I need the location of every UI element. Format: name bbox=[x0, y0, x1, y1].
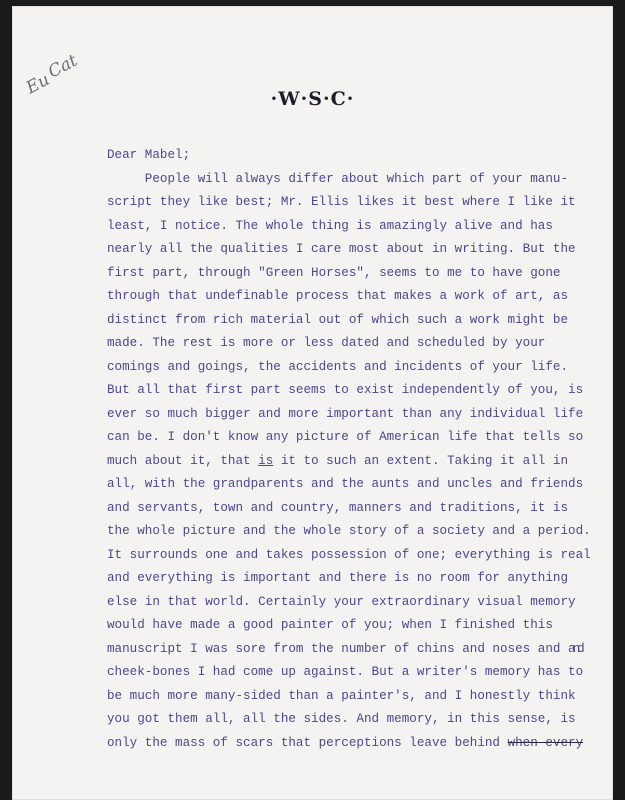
line-segment: much about it, that bbox=[107, 453, 259, 468]
line-segment: only the mass of scars that perceptions leave behind bbox=[107, 735, 508, 750]
overtyped-text: and bbox=[568, 641, 582, 656]
letter-line: least, I notice. The whole thing is amazingly alive and has bbox=[107, 218, 553, 233]
letterhead-monogram: ·W·S·C· bbox=[270, 88, 355, 110]
letter-line: all, with the grandparents and the aunts and uncles and friends bbox=[107, 477, 584, 491]
salutation: Dear Mabel; bbox=[107, 148, 191, 162]
letter-line: can be. I don't know any picture of American life that tells so bbox=[107, 430, 584, 444]
letter-line: People will always differ about which part of your manu- bbox=[107, 171, 569, 186]
letter-line: and servants, town and country, manners and traditions, it is bbox=[107, 500, 569, 515]
letter-line: made. The rest is more or less dated and scheduled by your bbox=[107, 336, 546, 350]
line-segment: manuscript I was sore from the number of chins and noses and bbox=[107, 641, 569, 656]
letter-line: the whole picture and the whole story of a society and a period. bbox=[107, 524, 591, 538]
letter-line bbox=[107, 450, 597, 474]
letter-line: cheek-bones I had come up against. But a writer's memory has to bbox=[107, 665, 584, 679]
letter-body bbox=[107, 144, 597, 755]
annotation-line-2: Cat bbox=[44, 50, 81, 83]
letter-line: distinct from rich material out of which such a work might be bbox=[107, 312, 569, 327]
letter-line: But all that first part seems to exist independently of you, is bbox=[107, 383, 584, 397]
letter-line: comings and goings, the accidents and incidents of your life. bbox=[107, 359, 569, 374]
letter-line: else in that world. Certainly your extraordinary visual memory bbox=[107, 594, 576, 609]
letter-line: nearly all the qualities I care most about in writing. But the bbox=[107, 242, 576, 256]
letter-line: through that undefinable process that makes a work of art, as bbox=[107, 289, 569, 303]
annotation-line-1: Eu bbox=[22, 69, 53, 99]
letter-page bbox=[12, 6, 613, 800]
letter-line: you got them all, all the sides. And memory, in this sense, is bbox=[107, 712, 576, 726]
struck-through-text: when every bbox=[507, 735, 584, 750]
letter-line: script they like best; Mr. Ellis likes it best where I like it bbox=[107, 195, 576, 209]
letter-line: ever so much bigger and more important than any individual life bbox=[107, 406, 584, 421]
line-segment: it to such an extent. Taking it all in bbox=[273, 453, 569, 468]
letter-line: first part, through "Green Horses", seems to me to have gone bbox=[107, 265, 561, 280]
letter-line bbox=[107, 638, 597, 662]
underlined-word: is bbox=[258, 453, 274, 468]
letter-line: be much more many-sided than a painter's, and I honestly think bbox=[107, 688, 576, 703]
letter-line: would have made a good painter of you; when I finished this bbox=[107, 618, 553, 632]
letter-line bbox=[107, 732, 597, 756]
letter-line: It surrounds one and takes possession of one; everything is real bbox=[107, 547, 591, 562]
letter-lines bbox=[107, 168, 597, 756]
letter-line: and everything is important and there is no room for anything bbox=[107, 571, 569, 585]
